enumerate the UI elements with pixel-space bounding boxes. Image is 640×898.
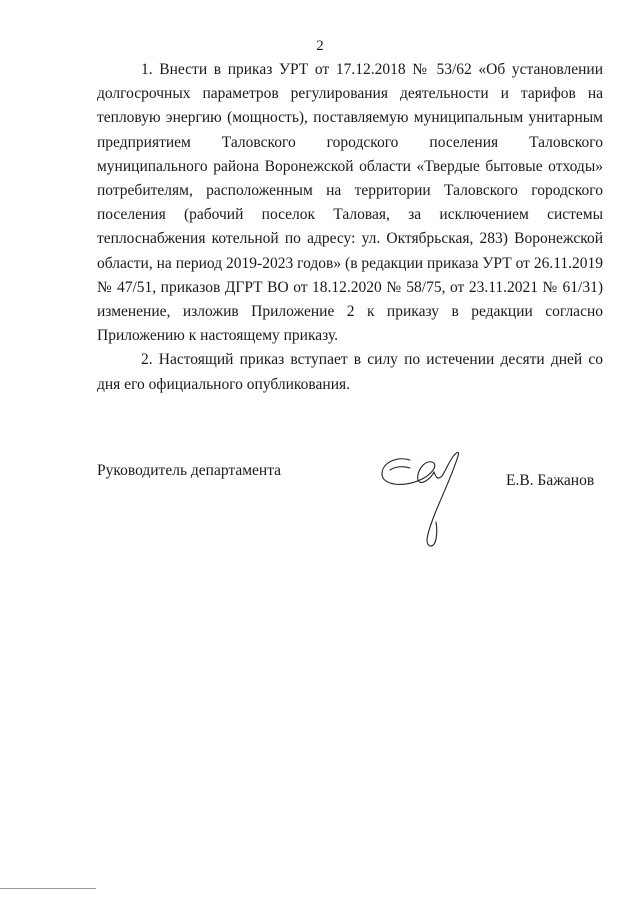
signatory-position: Руководитель департамента: [97, 462, 282, 479]
order-body: [97, 58, 603, 397]
footer-rule: [0, 888, 96, 889]
page-number: 2: [316, 38, 324, 54]
signatory-name: Е.В. Бажанов: [506, 472, 595, 489]
paragraph-2: 2. Настоящий приказ вступает в силу по истечении десяти дней со дня его официального опубликования.: [97, 351, 603, 393]
handwritten-signature: [376, 446, 468, 550]
paragraph-1: 1. Внести в приказ УРТ от 17.12.2018 № 53/62 «Об установлении долгосрочных параметров регулирования деятельности и тарифов на тепловую энергию (мощность), поставляемую муниципальным унитарным предприятием Таловского городского поселения Таловского муниципального района Воронежской области «Твердые бытовые отходы» потребителям, расположенным на территории Таловского городского поселения (рабочий поселок Таловая, за исключением системы теплоснабжения котельной по адресу: ул. Октябрьская, 283) Воронежской области, на период 2019-2023 годов» (в редакции приказа УРТ от 26.11.2019 № 47/51, приказов ДГРТ ВО от 18.12.2020 № 58/75, от 23.11.2021 № 61/31) изменение, изложив Приложение 2 к приказу в редакции согласно Приложению к настоящему приказу.: [97, 61, 603, 345]
